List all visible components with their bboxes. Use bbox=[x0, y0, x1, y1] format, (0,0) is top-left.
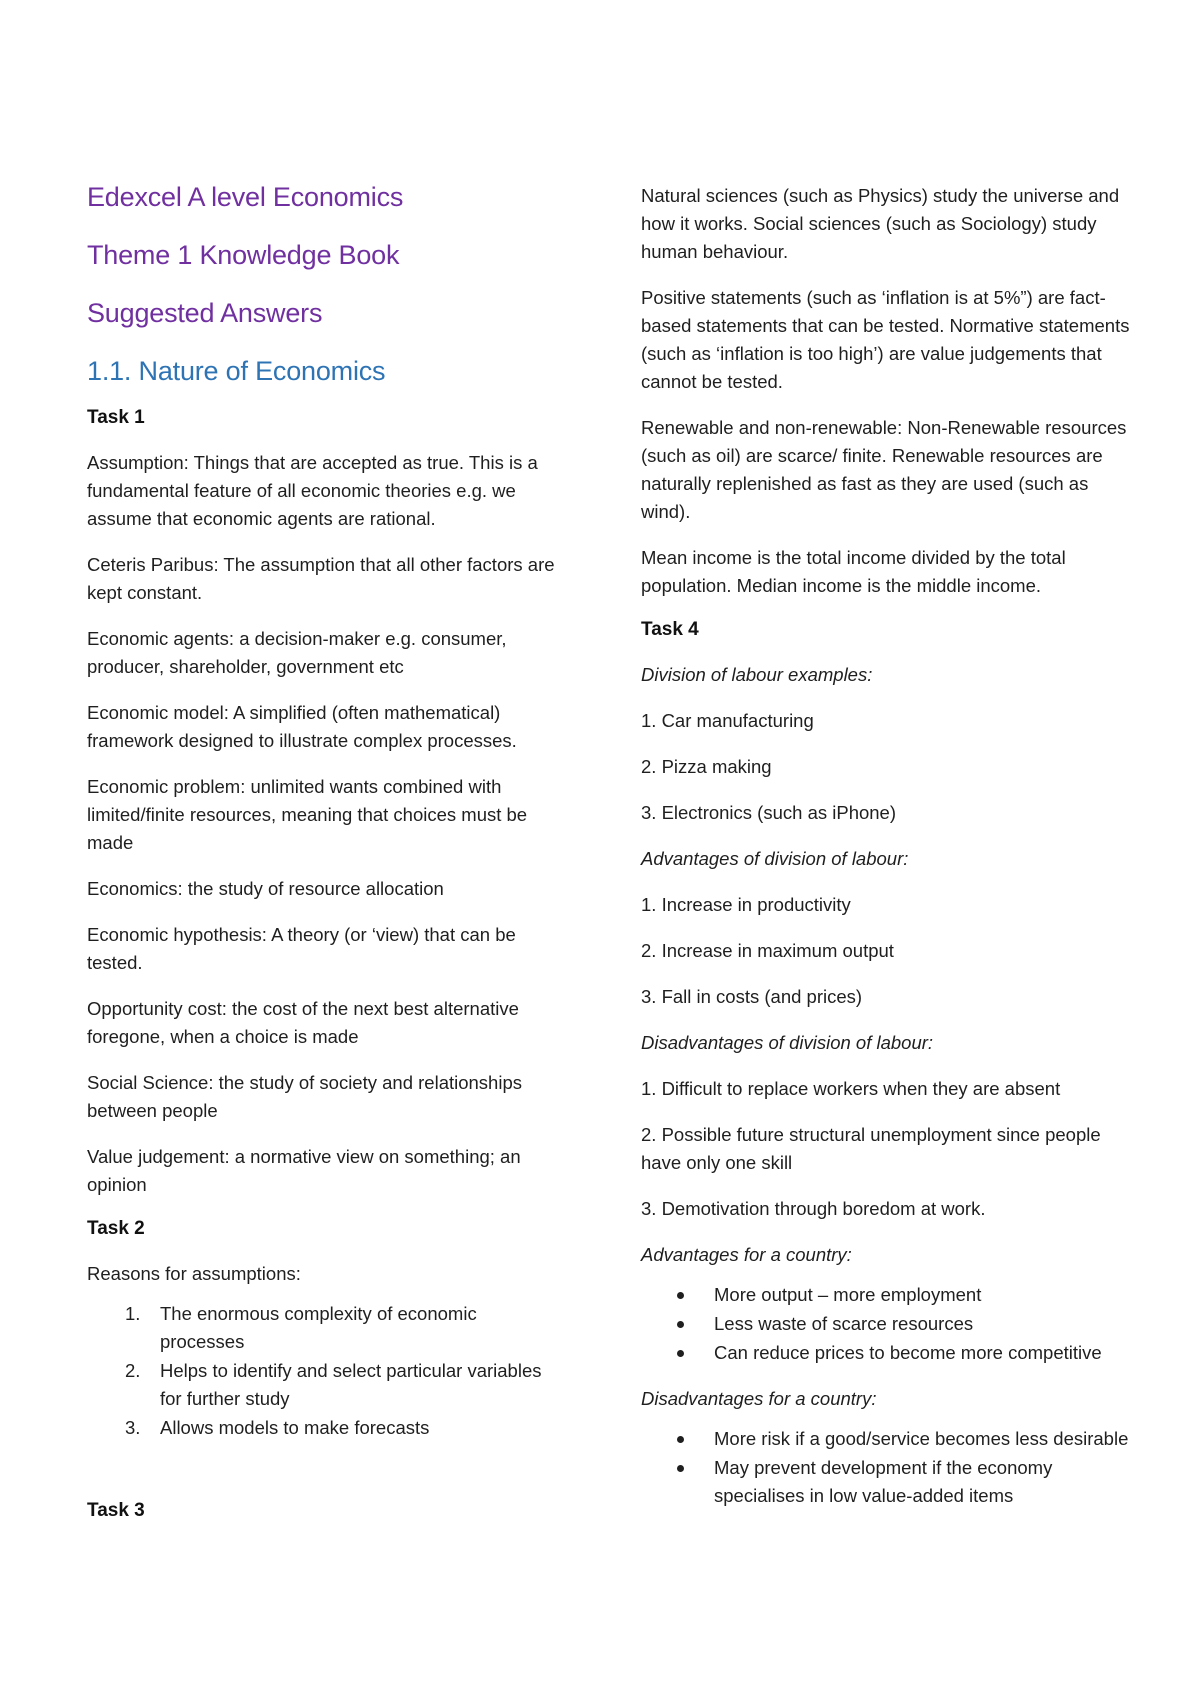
list-item: 3. Fall in costs (and prices) bbox=[641, 986, 863, 1007]
task-1-heading: Task 1 bbox=[87, 407, 145, 428]
list-item-text: The enormous complexity of economic processes bbox=[160, 1303, 477, 1352]
task-3-heading: Task 3 bbox=[87, 1500, 145, 1521]
bullet-icon bbox=[677, 1292, 684, 1299]
document-title: Edexcel A level Economics bbox=[87, 182, 404, 212]
list-item: 1. Increase in productivity bbox=[641, 894, 851, 915]
definition-paragraph: Opportunity cost: the cost of the next best alternative foregone, when a choice is made bbox=[87, 998, 519, 1047]
task-2-heading: Task 2 bbox=[87, 1218, 145, 1239]
list-item-text: Allows models to make forecasts bbox=[160, 1417, 430, 1438]
bullet-item bbox=[641, 1339, 1131, 1367]
bullet-icon bbox=[677, 1321, 684, 1328]
bullet-text: Less waste of scarce resources bbox=[714, 1313, 974, 1334]
definition-paragraph: Economic problem: unlimited wants combined with limited/finite resources, meaning that choices must be made bbox=[87, 776, 528, 853]
list-number: 1. bbox=[125, 1303, 141, 1324]
division-examples-heading: Division of labour examples: bbox=[641, 664, 873, 685]
document-answers-heading: Suggested Answers bbox=[87, 298, 323, 328]
list-number: 3. bbox=[125, 1417, 141, 1438]
definition-paragraph: Social Science: the study of society and relationships between people bbox=[87, 1072, 522, 1121]
bullet-icon bbox=[677, 1350, 684, 1357]
bullet-text: More output – more employment bbox=[714, 1284, 982, 1305]
document-subtitle: Theme 1 Knowledge Book bbox=[87, 240, 400, 270]
task-4-heading: Task 4 bbox=[641, 619, 699, 640]
definition-paragraph: Economics: the study of resource allocation bbox=[87, 878, 444, 899]
section-heading: 1.1. Nature of Economics bbox=[87, 356, 386, 386]
bullet-item bbox=[641, 1454, 1131, 1510]
bullet-text: May prevent development if the economy specialises in low value-added items bbox=[714, 1457, 1053, 1506]
bullet-item bbox=[641, 1425, 1131, 1453]
list-item bbox=[87, 1414, 565, 1442]
definition-paragraph: Value judgement: a normative view on something; an opinion bbox=[87, 1146, 521, 1195]
bullet-item bbox=[641, 1281, 1131, 1309]
disadvantages-heading: Disadvantages of division of labour: bbox=[641, 1032, 934, 1053]
task-3-paragraph: Mean income is the total income divided by the total population. Median income is the middle income. bbox=[641, 547, 1066, 596]
definition-paragraph: Economic model: A simplified (often mathematical) framework designed to illustrate complex processes. bbox=[87, 702, 517, 751]
task-3-paragraph: Natural sciences (such as Physics) study the universe and how it works. Social sciences (such as Sociology) study human behaviour. bbox=[641, 185, 1120, 262]
right-column bbox=[641, 182, 1131, 1528]
list-item: 1. Difficult to replace workers when they are absent bbox=[641, 1078, 1061, 1099]
task-3-paragraph: Renewable and non-renewable: Non-Renewable resources (such as oil) are scarce/ finite. Renewable resources are naturally replenished as fast as they are used (such as wind). bbox=[641, 417, 1127, 522]
list-item: 2. Increase in maximum output bbox=[641, 940, 894, 961]
country-disadvantages-heading: Disadvantages for a country: bbox=[641, 1388, 877, 1409]
country-disadvantages-list bbox=[641, 1425, 1131, 1510]
list-item-text: Helps to identify and select particular variables for further study bbox=[160, 1360, 542, 1409]
list-item: 2. Pizza making bbox=[641, 756, 772, 777]
definition-paragraph: Assumption: Things that are accepted as true. This is a fundamental feature of all economic theories e.g. we assume that economic agents are rational. bbox=[87, 452, 538, 529]
reasons-intro: Reasons for assumptions: bbox=[87, 1263, 301, 1284]
definition-paragraph: Economic agents: a decision-maker e.g. consumer, producer, shareholder, government etc bbox=[87, 628, 507, 677]
advantages-heading: Advantages of division of labour: bbox=[641, 848, 909, 869]
country-advantages-heading: Advantages for a country: bbox=[641, 1244, 852, 1265]
definition-paragraph: Economic hypothesis: A theory (or ‘view) that can be tested. bbox=[87, 924, 516, 973]
reasons-list bbox=[87, 1300, 565, 1442]
list-item: 3. Electronics (such as iPhone) bbox=[641, 802, 897, 823]
list-item: 3. Demotivation through boredom at work. bbox=[641, 1198, 986, 1219]
bullet-item bbox=[641, 1310, 1131, 1338]
list-item bbox=[87, 1357, 565, 1413]
list-item: 2. Possible future structural unemployment since people have only one skill bbox=[641, 1124, 1101, 1173]
list-number: 2. bbox=[125, 1360, 141, 1381]
country-advantages-list bbox=[641, 1281, 1131, 1367]
list-item bbox=[87, 1300, 565, 1356]
list-item: 1. Car manufacturing bbox=[641, 710, 814, 731]
bullet-text: More risk if a good/service becomes less desirable bbox=[714, 1428, 1129, 1449]
task-3-paragraph: Positive statements (such as ‘inflation is at 5%”) are fact-based statements that can be tested. Normative statements (such as ‘inflation is too high’) are value judgements that cannot be tested. bbox=[641, 287, 1130, 392]
bullet-icon bbox=[677, 1465, 684, 1472]
left-column bbox=[87, 182, 565, 1542]
spacer bbox=[87, 1443, 565, 1499]
bullet-text: Can reduce prices to become more competitive bbox=[714, 1342, 1102, 1363]
bullet-icon bbox=[677, 1436, 684, 1443]
definition-paragraph: Ceteris Paribus: The assumption that all other factors are kept constant. bbox=[87, 554, 555, 603]
